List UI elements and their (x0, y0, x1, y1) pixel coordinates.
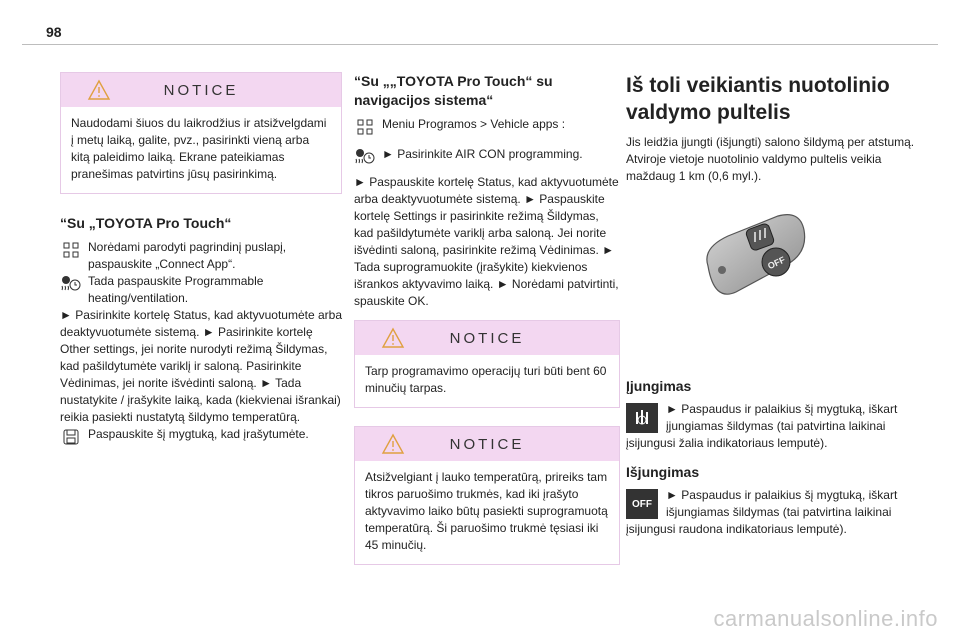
instruction-row (60, 273, 342, 307)
off-button-icon: OFF (626, 489, 658, 519)
body-text: ► Pasirinkite kortelę Status, kad aktyvuotumėte arba deaktyvuotumėte sistemą. ► Pasirinkite kortelę Other settings, jei norite nurodyti režimą Šildymas, kad pašildytumėte variklį ir saloną. Pasirinkite Vėdinimas, jei norite išvėdinti saloną. ► Tada nustatykite / įrašykite laiką, kada (kiekvienai išrankai) reikia pasiekti nustatytą šildymo temperatūrą. (60, 308, 343, 424)
warning-icon (381, 433, 405, 455)
notice-header (355, 321, 619, 355)
switch-instructions (626, 378, 916, 538)
intro-text: Jis leidžia įjungti (išjungti) salono šildymą per atstumą. Atviroje vietoje nuotolinio valdymo pultelis veikia maždaug 1 km (0,6 myl.). (626, 135, 915, 183)
instruction-row (60, 239, 342, 273)
instruction-text: Tada paspauskite Programmable heating/ventilation. (88, 274, 264, 305)
notice-header (61, 73, 341, 107)
instruction-text: Norėdami parodyti pagrindinį puslapį, paspauskite „Connect App“. (88, 240, 287, 271)
notice-title: NOTICE (163, 81, 239, 99)
warning-icon (87, 79, 111, 101)
apps-grid-icon (60, 239, 82, 261)
on-text: ► Paspaudus ir palaikius šį mygtuką, iškart įjungiamas šildymas (tai patvirtina laikinai įsijungusi žalia indikatoriaus lemputė). (626, 402, 898, 450)
heating-on-icon (626, 403, 658, 433)
column-2 (354, 72, 620, 575)
off-heading: Išjungimas (626, 464, 700, 480)
remote-control-illustration (700, 208, 810, 308)
off-instruction (626, 487, 916, 538)
heating-timer-icon (60, 273, 82, 295)
warning-icon (381, 327, 405, 349)
instruction-row (354, 116, 620, 138)
save-icon (60, 426, 82, 448)
notice-box (60, 72, 342, 194)
notice-box (354, 320, 620, 408)
column-1 (60, 72, 342, 448)
apps-grid-icon (354, 116, 376, 138)
notice-title: NOTICE (449, 329, 525, 347)
watermark: carmanualsonline.info (713, 606, 938, 631)
instruction-text: ► Pasirinkite AIR CON programming. (382, 147, 583, 161)
remote-off-label: OFF (766, 254, 787, 272)
on-heading: Įjungimas (626, 378, 692, 394)
notice-header (355, 427, 619, 461)
notice-title: NOTICE (449, 435, 525, 453)
header-divider (22, 44, 938, 45)
body-text: ► Paspauskite kortelę Status, kad aktyvuotumėte arba deaktyvuotumėte sistemą. ► Paspauskite kortelę Settings ir pasirinkite režimą Šildymas, kad pašildytumėte variklį arba saloną. Jei norite išvėdinti saloną, pasirinkite režimą Vėdinimas. ► Tada suprogramuokite (įrašykite) kiekvienos išrankos aktyvavimo laiką. ► Norėdami patvirtinti, spauskite OK. (354, 175, 619, 308)
section-heading: “Su „TOYOTA Pro Touch“ (60, 215, 232, 231)
column-3 (626, 72, 916, 185)
instruction-text: Meniu Programos > Vehicle apps : (382, 117, 566, 131)
notice-text: Naudodami šiuos du laikrodžius ir atsižvelgdami į metų laiką, galite, pvz., pasirinkti vieną arba kitą paleidimo laiką. Ekrane pateikiamas pranešimas patvirtins jūsų pasirinkimą. (71, 116, 327, 181)
notice-text: Atsižvelgiant į lauko temperatūrą, prireiks tam tikros paruošimo trukmės, kad iki įrašyto aktyvavimo laiko būtų pasiekti suprogramuotą temperatūrą. Ši paruošimo trukmė tęsiasi iki 45 minučių. (365, 470, 608, 552)
section-heading: “Su „„TOYOTA Pro Touch“ su navigacijos sistema“ (354, 73, 553, 108)
on-instruction (626, 401, 916, 452)
heating-timer-icon (354, 146, 376, 168)
notice-box (354, 426, 620, 565)
notice-text: Tarp programavimo operacijų turi būti bent 60 minučių tarpas. (365, 364, 607, 395)
page-title: Iš toli veikiantis nuotolinio valdymo pultelis (626, 74, 890, 124)
off-text: ► Paspaudus ir palaikius šį mygtuką, iškart išjungiamas šildymas (tai patvirtina laikinai įsijungusi raudona indikatoriaus lemputė). (626, 488, 898, 536)
instruction-row (60, 426, 342, 448)
instruction-row (354, 146, 620, 168)
instruction-text: Paspauskite šį mygtuką, kad įrašytumėte. (88, 427, 309, 441)
page-number: 98 (46, 24, 62, 40)
